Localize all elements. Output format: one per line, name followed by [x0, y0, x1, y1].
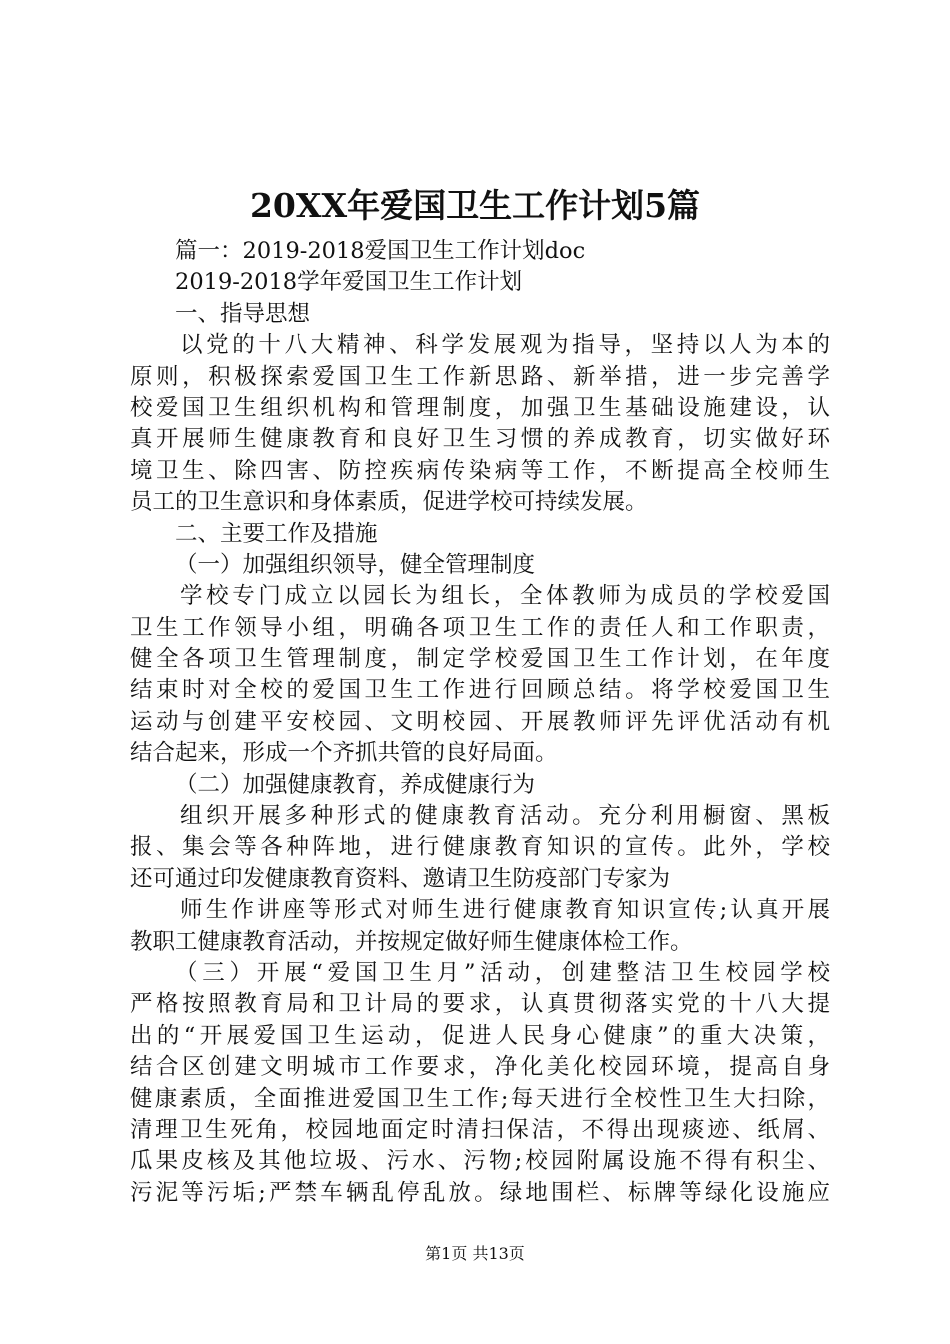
paragraph-line: 出的“开展爱国卫生运动，促进人民身心健康”的重大决策，: [130, 1022, 830, 1049]
paragraph-line: 健全各项卫生管理制度，制定学校爱国卫生工作计划，在年度: [130, 646, 830, 673]
subsection-heading: （三）开展“爱国卫生月”活动，创建整洁卫生校园学校: [175, 959, 830, 986]
paragraph-line: 学校专门成立以园长为组长，全体教师为成员的学校爱国: [180, 583, 830, 610]
section-heading: 二、主要工作及措施: [175, 520, 378, 547]
page-number-footer: 第1页 共13页: [425, 1244, 525, 1263]
paragraph-line: 师生作讲座等形式对师生进行健康教育知识宣传;认真开展: [180, 897, 830, 924]
paragraph-line: 校爱国卫生组织机构和管理制度，加强卫生基础设施建设，认: [130, 394, 830, 421]
paragraph-line: 组织开展多种形式的健康教育活动。充分利用橱窗、黑板: [180, 803, 830, 830]
paragraph-line: 以党的十八大精神、科学发展观为指导，坚持以人为本的: [180, 332, 830, 359]
paragraph-line: 卫生工作领导小组，明确各项卫生工作的责任人和工作职责，: [130, 614, 830, 641]
section-heading: 一、指导思想: [175, 300, 311, 327]
paragraph-line: 瓜果皮核及其他垃圾、污水、污物;校园附属设施不得有积尘、: [130, 1148, 830, 1175]
paragraph-line: 还可通过印发健康教育资料、邀请卫生防疫部门专家为: [130, 865, 671, 892]
subsection-heading: （一）加强组织领导，健全管理制度: [175, 551, 536, 578]
paragraph-line: 污泥等污垢;严禁车辆乱停乱放。绿地围栏、标牌等绿化设施应: [130, 1179, 830, 1206]
paragraph-line: 结合起来，形成一个齐抓共管的良好局面。: [130, 740, 558, 767]
text-line: 2019-2018学年爱国卫生工作计划: [175, 269, 523, 296]
paragraph-line: 员工的卫生意识和身体素质，促进学校可持续发展。: [130, 489, 648, 516]
paragraph-line: 教职工健康教育活动，并按规定做好师生健康体检工作。: [130, 928, 693, 955]
paragraph-line: 境卫生、除四害、防控疾病传染病等工作，不断提高全校师生: [130, 457, 830, 484]
subsection-heading: （二）加强健康教育，养成健康行为: [175, 771, 536, 798]
paragraph-line: 原则，积极探索爱国卫生工作新思路、新举措，进一步完善学: [130, 363, 830, 390]
paragraph-line: 严格按照教育局和卫计局的要求，认真贯彻落实党的十八大提: [130, 991, 830, 1018]
paragraph-line: 结合区创建文明城市工作要求，净化美化校园环境，提高自身: [130, 1054, 830, 1081]
document-body: [130, 236, 830, 1209]
paragraph-line: 报、集会等各种阵地，进行健康教育知识的宣传。此外，学校: [130, 834, 830, 861]
paragraph-line: 真开展师生健康教育和良好卫生习惯的养成教育，切实做好环: [130, 426, 830, 453]
text-line: 篇一：2019-2018爱国卫生工作计划doc: [175, 238, 586, 264]
document-title: 20XX年爱国卫生工作计划5篇: [249, 186, 701, 225]
paragraph-line: 运动与创建平安校园、文明校园、开展教师评先评优活动有机: [130, 708, 830, 735]
paragraph-line: 结束时对全校的爱国卫生工作进行回顾总结。将学校爱国卫生: [130, 677, 830, 704]
paragraph-line: 清理卫生死角，校园地面定时清扫保洁，不得出现痰迹、纸屑、: [130, 1116, 830, 1143]
paragraph-line: 健康素质，全面推进爱国卫生工作;每天进行全校性卫生大扫除，: [130, 1085, 830, 1112]
